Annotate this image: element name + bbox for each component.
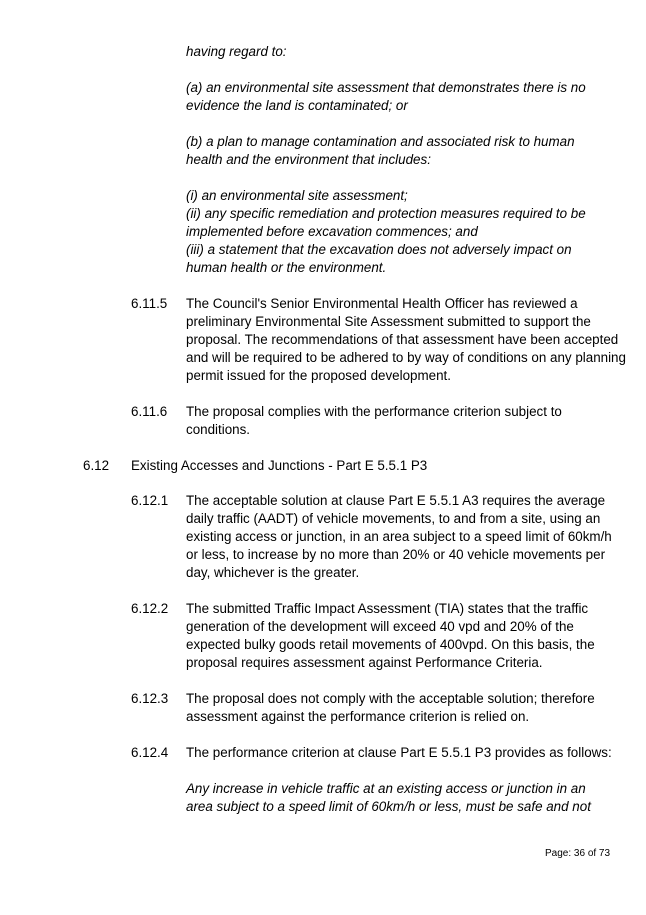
paragraph-line: The submitted Traffic Impact Assessment (TIA) states that the traffic xyxy=(186,601,589,616)
section-heading: Existing Accesses and Junctions - Part E 5.5.1 P3 xyxy=(131,458,428,473)
paragraph-line: existing access or junction, in an area subject to a speed limit of 60km/h xyxy=(186,529,612,544)
paragraph-number: 6.12.3 xyxy=(131,691,169,706)
paragraph-line: or less, to increase by no more than 20% or 40 vehicle movements per xyxy=(186,547,606,562)
paragraph-line: and will be required to be adhered to by way of conditions on any planning xyxy=(186,350,626,365)
paragraph-line: The acceptable solution at clause Part E 5.5.1 A3 requires the average xyxy=(186,493,606,508)
paragraph-line: generation of the development will exceed 40 vpd and 20% of the xyxy=(186,619,574,634)
paragraph-line: expected bulky goods retail movements of 400vpd. On this basis, the xyxy=(186,637,595,652)
intro-line: having regard to: xyxy=(186,44,287,59)
page-number: Page: 36 of 73 xyxy=(545,848,611,859)
paragraph-number: 6.11.6 xyxy=(131,404,168,419)
criterion-a-line: (a) an environmental site assessment that demonstrates there is no xyxy=(186,80,586,95)
criterion-a-line: evidence the land is contaminated; or xyxy=(186,98,408,113)
paragraph-number: 6.12.2 xyxy=(131,601,169,616)
criterion-b-line: (b) a plan to manage contamination and associated risk to human xyxy=(186,134,575,149)
paragraph-line: day, whichever is the greater. xyxy=(186,565,360,580)
paragraph-number: 6.12.1 xyxy=(131,493,169,508)
criterion-ii-line: (ii) any specific remediation and protection measures required to be xyxy=(186,206,586,221)
paragraph-line: conditions. xyxy=(186,422,251,437)
paragraph-line: preliminary Environmental Site Assessment submitted to support the xyxy=(186,314,591,329)
criterion-ii-line: implemented before excavation commences; and xyxy=(186,224,478,239)
paragraph-line: proposal. The recommendations of that assessment have been accepted xyxy=(186,332,619,347)
paragraph-line: proposal requires assessment against Performance Criteria. xyxy=(186,655,543,670)
section-number: 6.12 xyxy=(83,458,110,473)
quoted-criterion-line: Any increase in vehicle traffic at an existing access or junction in an xyxy=(186,781,586,796)
paragraph-number: 6.11.5 xyxy=(131,296,168,311)
paragraph-line: permit issued for the proposed development. xyxy=(186,368,451,383)
criterion-b-line: health and the environment that includes: xyxy=(186,152,431,167)
paragraph-line: The Council's Senior Environmental Health Officer has reviewed a xyxy=(186,296,578,311)
paragraph-line: assessment against the performance criterion is relied on. xyxy=(186,709,530,724)
paragraph-line: daily traffic (AADT) of vehicle movements, to and from a site, using an xyxy=(186,511,601,526)
paragraph-line: The proposal does not comply with the acceptable solution; therefore xyxy=(186,691,595,706)
paragraph-line: The performance criterion at clause Part E 5.5.1 P3 provides as follows: xyxy=(186,745,612,760)
criterion-iii-line: human health or the environment. xyxy=(186,260,387,275)
criterion-iii-line: (iii) a statement that the excavation does not adversely impact on xyxy=(186,242,572,257)
paragraph-line: The proposal complies with the performance criterion subject to xyxy=(186,404,562,419)
quoted-criterion-line: area subject to a speed limit of 60km/h or less, must be safe and not xyxy=(186,799,591,814)
paragraph-number: 6.12.4 xyxy=(131,745,169,760)
criterion-i-line: (i) an environmental site assessment; xyxy=(186,188,408,203)
